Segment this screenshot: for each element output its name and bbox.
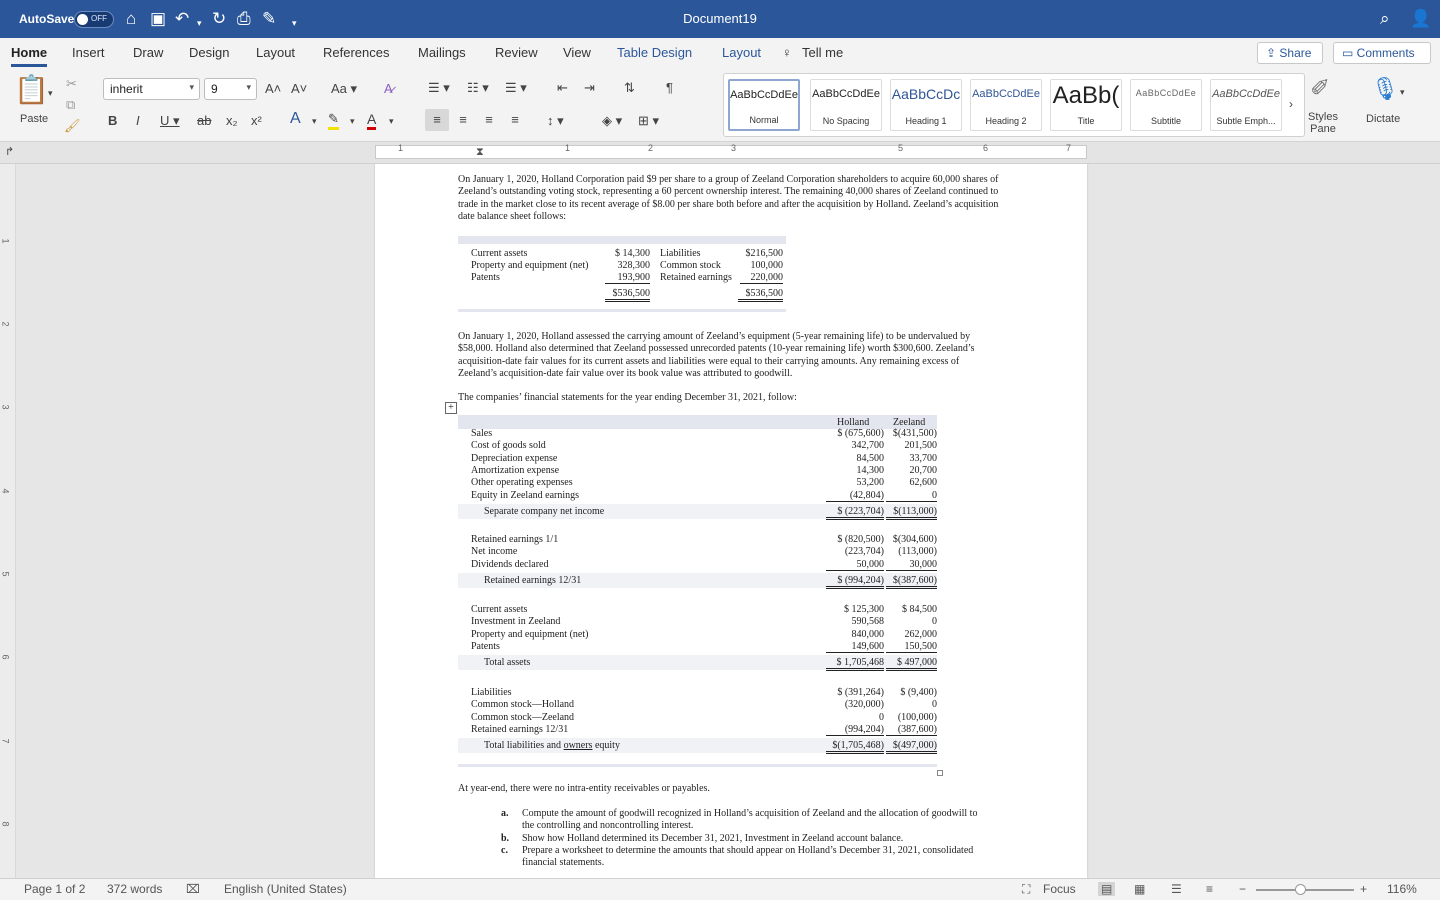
zoom-level[interactable]: 116% (1387, 882, 1417, 896)
row-label: Retained earnings 12/31 (471, 723, 569, 735)
tab-home[interactable]: Home (11, 45, 48, 60)
tab-view[interactable]: View (563, 45, 591, 60)
increase-indent-icon[interactable]: ⇥ (584, 80, 595, 95)
subscript-icon[interactable]: x₂ (226, 113, 238, 128)
ruler-number: 6 (983, 143, 989, 153)
print-layout-icon[interactable]: ▤ (1098, 882, 1115, 896)
ruler-number: 5 (0, 571, 11, 577)
home-icon[interactable]: ⌂ (126, 9, 137, 28)
indent-marker-icon[interactable]: ⧗ (476, 146, 484, 158)
table-cell: Retained earnings (660, 272, 732, 283)
row-value-holland: (320,000) (844, 699, 884, 711)
font-name-value: inherit (110, 82, 143, 96)
ruler-number: 6 (0, 654, 11, 660)
row-value-zeeland: $ (9,400) (900, 687, 937, 698)
row-value-holland: 50,000 (826, 559, 884, 571)
document-page[interactable] (375, 164, 1087, 878)
total-value-zeeland: $(113,000) (886, 506, 937, 520)
ruler-number: 1 (398, 143, 404, 153)
bullets-icon[interactable]: ☰ ▾ (428, 80, 450, 95)
share-button[interactable] (1257, 42, 1323, 64)
gallery-next-icon[interactable]: › (1289, 97, 1293, 111)
style-heading-2[interactable] (970, 79, 1042, 131)
row-label: Sales (471, 428, 493, 439)
row-label: Amortization expense (471, 464, 560, 476)
paragraph-assessment[interactable]: On January 1, 2020, Holland assessed the carrying amount of Zeeland’s equipment (5-year remaining life) to be undervalued by $58,000. Holland also determined that Zeeland possessed unrecorded patents (10-year remaining life) worth $300,600. Zeeland’s acquisition-date fair values for its current assets and liabilities were equal to their carrying amounts. Any remaining excess of Zeeland’s acquisition-date fair value over its book value was attributed to goodwill. (458, 331, 975, 379)
comment-icon: ▭ (1342, 46, 1357, 60)
table-footer-band (458, 309, 786, 312)
total-value-holland: $ (223,704) (826, 506, 884, 520)
table-cell: 193,900 (605, 272, 650, 284)
row-value-zeeland: $(431,500) (892, 428, 937, 439)
sort-icon[interactable]: ⇅ (624, 80, 635, 95)
list-letter: b. (501, 833, 510, 844)
row-value-holland: 149,600 (826, 641, 884, 653)
dictate-label: Dictate (1366, 113, 1401, 125)
edit-icon[interactable]: ✎ (262, 9, 277, 28)
tab-mailings[interactable]: Mailings (418, 45, 466, 60)
style-subtle-emphasis[interactable] (1210, 79, 1282, 131)
tab-insert[interactable]: Insert (72, 45, 105, 60)
row-label: Liabilities (471, 687, 512, 698)
row-value-zeeland: (113,000) (898, 546, 937, 558)
row-value-holland: (994,204) (826, 724, 884, 736)
page-count[interactable]: Page 1 of 2 (24, 882, 86, 896)
style-name: Subtitle (1150, 116, 1182, 126)
dictate-dropdown-icon[interactable]: ▾ (1400, 87, 1405, 97)
table-cell: Patents (471, 272, 500, 283)
paste-dropdown-icon[interactable]: ▾ (48, 88, 53, 98)
row-value-zeeland: 0 (932, 616, 937, 628)
row-value-zeeland: 20,700 (909, 464, 937, 476)
list-text: Show how Holland determined its December 31, 2021, Investment in Zeeland account balance. (522, 833, 904, 844)
row-value-zeeland: 262,000 (904, 628, 937, 640)
list-letter: a. (501, 808, 509, 819)
row-value-holland: 590,568 (851, 616, 884, 628)
align-left-icon[interactable]: ≡ (425, 109, 449, 131)
shrink-font-icon[interactable]: A˅ (291, 81, 308, 96)
redo-icon[interactable]: ↻ (212, 9, 227, 28)
chevron-down-icon: ▾ (246, 82, 251, 92)
undo-icon[interactable]: ↶ (175, 9, 190, 28)
total-value-holland: $ (994,204) (826, 575, 884, 589)
styles-gallery (723, 73, 1305, 137)
row-label: Current assets (471, 604, 528, 615)
table-cell: Liabilities (660, 248, 701, 259)
table-cell: Property and equipment (net) (471, 260, 589, 271)
column-header-zeeland: Zeeland (893, 417, 926, 428)
style-normal[interactable] (728, 79, 800, 131)
strikethrough-icon[interactable]: ab (197, 113, 212, 128)
autosave-label: AutoSave (19, 12, 75, 26)
style-name: Heading 1 (905, 116, 947, 126)
style-name: Subtle Emph... (1216, 116, 1276, 126)
ruler-number: 7 (1066, 143, 1072, 153)
justify-icon[interactable]: ≡ (511, 112, 519, 127)
total-value-zeeland: $(387,600) (886, 575, 937, 589)
paragraph-year-end[interactable]: At year-end, there were no intra-entity receivables or payables. (458, 783, 710, 794)
row-value-zeeland: 33,700 (909, 452, 937, 464)
zoom-out-icon[interactable]: − (1239, 882, 1247, 896)
search-icon[interactable]: ⌕ (1380, 9, 1390, 28)
table-total: $536,500 (738, 288, 783, 302)
row-value-zeeland: 150,500 (886, 641, 937, 653)
share-icon: ⇪ (1266, 46, 1280, 60)
italic-icon[interactable]: I (136, 113, 140, 128)
multilevel-list-icon[interactable]: ☰ ▾ (505, 80, 527, 95)
row-value-zeeland: $(304,600) (892, 534, 937, 545)
row-value-holland: $ (391,264) (837, 687, 884, 698)
horizontal-ruler[interactable] (0, 142, 1440, 164)
tell-me-box[interactable]: Tell me (802, 45, 844, 60)
paragraph-statements-intro[interactable]: The companies’ financial statements for the year ending December 31, 2021, follow: (458, 392, 797, 403)
zoom-in-icon[interactable]: + (1360, 882, 1368, 896)
style-name: Normal (749, 115, 779, 125)
row-value-holland: 342,700 (851, 440, 884, 452)
total-value-holland: $ 1,705,468 (826, 657, 884, 671)
column-header-holland: Holland (837, 417, 870, 428)
tab-draw[interactable]: Draw (133, 45, 164, 60)
chevron-down-icon[interactable]: ▾ (312, 116, 317, 126)
row-value-zeeland: 30,000 (886, 559, 937, 571)
styles-pane-icon[interactable]: ✐ (1310, 75, 1331, 102)
focus-label[interactable]: Focus (1043, 882, 1076, 896)
document-canvas[interactable] (16, 164, 1440, 878)
chevron-down-icon: ▾ (189, 82, 194, 92)
style-sample: AaBbCcDdEe (972, 88, 1040, 100)
tab-table-layout[interactable]: Layout (722, 45, 762, 60)
font-color-icon[interactable]: A (367, 111, 376, 130)
ruler-number: 2 (0, 321, 11, 327)
total-label: Total liabilities and owners equity (484, 740, 620, 752)
account-icon[interactable]: 👤 (1410, 9, 1432, 28)
focus-icon[interactable]: ⛶ (1022, 882, 1031, 896)
status-bar (0, 878, 1440, 900)
cut-icon[interactable]: ✂ (66, 76, 77, 91)
font-name-combo[interactable] (103, 78, 200, 100)
numbering-icon[interactable]: ☷ ▾ (467, 80, 489, 95)
table-cell: 328,300 (617, 260, 650, 271)
list-text: Prepare a worksheet to determine the amounts that should appear on Holland’s December 31, 2021, consolidated financial statements. (522, 845, 974, 869)
comments-button[interactable] (1333, 42, 1431, 64)
ruler-number: 4 (0, 488, 11, 494)
proofing-icon[interactable]: ⌧ (186, 882, 200, 896)
web-layout-icon[interactable]: ▦ (1134, 882, 1146, 896)
style-name: Heading 2 (985, 116, 1027, 126)
row-value-holland: 0 (879, 711, 884, 723)
total-value-zeeland: $ 497,000 (886, 657, 937, 671)
autosave-toggle[interactable] (74, 11, 114, 28)
title-bar (0, 0, 1440, 38)
ruler-number: 7 (0, 738, 11, 744)
table-cell: $ 14,300 (615, 248, 650, 259)
row-label: Dividends declared (471, 558, 549, 570)
table-move-handle-icon[interactable]: + (445, 402, 457, 414)
font-size-combo[interactable] (204, 78, 257, 100)
row-label: Depreciation expense (471, 452, 558, 464)
tab-references[interactable]: References (323, 45, 390, 60)
styles-pane-label[interactable]: Styles Pane (1308, 111, 1338, 135)
total-label: Retained earnings 12/31 (484, 574, 582, 586)
row-value-holland: 84,500 (856, 452, 884, 464)
row-value-zeeland: 201,500 (904, 440, 937, 452)
row-value-zeeland: (387,600) (886, 724, 937, 736)
table-header-band (458, 236, 786, 244)
zoom-slider-knob[interactable] (1295, 884, 1306, 895)
style-name: Title (1077, 116, 1095, 126)
shading-icon[interactable]: ◈ ▾ (602, 113, 623, 128)
style-sample: AaBbCcDc (891, 86, 961, 102)
microphone-icon[interactable]: 🎙 (1371, 76, 1399, 101)
style-no-spacing[interactable] (810, 79, 882, 131)
ribbon-home (0, 68, 1440, 142)
tab-selector-icon[interactable]: ↱ (5, 146, 15, 158)
style-sample: AaBbCcDdEe (1135, 88, 1197, 98)
tab-design[interactable]: Design (189, 45, 230, 60)
total-label: Separate company net income (484, 505, 605, 517)
style-name: No Spacing (822, 116, 870, 126)
word-count[interactable]: 372 words (107, 882, 163, 896)
text-effects-icon[interactable]: A (290, 110, 301, 127)
row-value-holland: 14,300 (856, 464, 884, 476)
table-footer-band (458, 764, 937, 767)
line-spacing-icon[interactable]: ↕ ▾ (547, 113, 564, 128)
row-label: Investment in Zeeland (471, 616, 561, 628)
row-value-zeeland: 0 (886, 490, 937, 502)
copy-icon[interactable]: ⧉ (66, 97, 76, 112)
total-value-zeeland: $(497,000) (886, 740, 937, 754)
row-value-zeeland: (100,000) (897, 711, 937, 723)
row-value-holland: 840,000 (851, 628, 884, 640)
ribbon-tabs (0, 38, 1440, 68)
list-item[interactable] (501, 808, 982, 833)
align-center-icon[interactable]: ≡ (459, 112, 467, 127)
highlight-icon[interactable]: ✎ (328, 111, 339, 130)
row-value-zeeland: $ 84,500 (902, 604, 937, 615)
borders-icon[interactable]: ⊞ ▾ (638, 113, 660, 128)
row-label: Equity in Zeeland earnings (471, 489, 580, 501)
style-subtitle[interactable] (1130, 79, 1202, 131)
list-item[interactable] (501, 845, 982, 870)
row-label: Net income (471, 546, 518, 558)
customize-toolbar-icon[interactable]: ▾ (292, 18, 297, 28)
row-label: Patents (471, 640, 500, 652)
grow-font-icon[interactable]: A˄ (265, 81, 282, 96)
row-value-holland: 53,200 (856, 477, 884, 489)
format-painter-icon[interactable]: 🖌 (64, 118, 81, 133)
underline-icon[interactable]: U ▾ (160, 113, 180, 128)
undo-dropdown-icon[interactable]: ▾ (197, 18, 202, 28)
table-cell: Current assets (471, 248, 528, 259)
spelling-flag[interactable]: owners (563, 740, 593, 752)
paragraph-intro[interactable]: On January 1, 2020, Holland Corporation paid $9 per share to a group of Zeeland Corporation shareholders to acquire 60,000 shares of Zeeland’s outstanding voting stock, representing a 60 percent ownership interest. The remaining 40,000 shares of Zeeland continued to trade in the market close to its recent average of $8.00 per share both before and after the acquisition by Holland. Zeeland’s acquisition date balance sheet follows: (458, 174, 999, 222)
row-label: Other operating expenses (471, 477, 573, 489)
style-sample: AaBb( (1052, 82, 1120, 109)
ruler-number: 5 (898, 143, 904, 153)
draft-icon[interactable]: ≡ (1206, 882, 1214, 896)
clear-formatting-icon[interactable]: A̷ (384, 81, 393, 96)
chevron-down-icon[interactable]: ▾ (350, 116, 355, 126)
ruler-number: 3 (731, 143, 737, 153)
vertical-ruler (0, 164, 16, 878)
row-label: Cost of goods sold (471, 440, 546, 452)
table-resize-handle-icon[interactable] (937, 770, 943, 776)
total-label: Total assets (484, 657, 531, 669)
tab-table-design[interactable]: Table Design (617, 45, 693, 60)
decrease-indent-icon[interactable]: ⇤ (557, 80, 568, 95)
style-sample: AaBbCcDdEe (1212, 88, 1280, 100)
table-cell: 220,000 (740, 272, 783, 284)
total-value-holland: $(1,705,468) (826, 740, 884, 754)
style-sample: AaBbCcDdEe (812, 88, 880, 100)
list-item[interactable] (501, 833, 982, 845)
row-value-holland: $ 125,300 (844, 604, 884, 615)
row-label: Common stock—Zeeland (471, 711, 575, 723)
tab-review[interactable]: Review (495, 45, 538, 60)
paste-icon[interactable]: 📋 (14, 74, 49, 105)
document-title: Document19 (683, 11, 757, 26)
row-label: Common stock—Holland (471, 699, 575, 711)
bold-icon[interactable]: B (108, 113, 118, 128)
table-cell: $216,500 (745, 248, 783, 259)
autosave-toggle-state: OFF (91, 14, 107, 23)
save-icon[interactable]: ▣ (150, 9, 167, 28)
chevron-down-icon[interactable]: ▾ (389, 116, 394, 126)
table-total: $536,500 (605, 288, 650, 302)
table-cell: 100,000 (750, 260, 783, 271)
zoom-slider[interactable] (1256, 889, 1354, 891)
row-label: Property and equipment (net) (471, 628, 589, 640)
list-letter: c. (501, 845, 508, 856)
ruler-number: 2 (648, 143, 654, 153)
row-value-zeeland: 62,600 (909, 477, 937, 489)
outline-icon[interactable]: ☰ (1171, 882, 1182, 896)
ruler-number: 1 (0, 238, 11, 244)
row-value-holland: $ (675,600) (837, 428, 884, 439)
superscript-icon[interactable]: x² (251, 113, 262, 128)
style-title[interactable] (1050, 79, 1122, 131)
paragraph-marks-icon[interactable]: ¶ (666, 80, 673, 95)
align-right-icon[interactable]: ≡ (485, 112, 493, 127)
table-cell: Common stock (660, 260, 721, 271)
comments-label: Comments (1356, 46, 1415, 60)
change-case-icon[interactable]: Aa ▾ (331, 81, 358, 96)
row-value-holland: $ (820,500) (837, 534, 884, 545)
style-sample: AaBbCcDdEe (730, 89, 798, 101)
ruler-number: 3 (0, 404, 11, 410)
tab-layout[interactable]: Layout (256, 45, 296, 60)
row-value-holland: (42,804) (826, 490, 884, 502)
ruler-number: 1 (565, 143, 571, 153)
lightbulb-icon: ♀ (782, 45, 792, 60)
share-label: Share (1279, 46, 1312, 60)
paste-label: Paste (20, 113, 49, 125)
row-value-zeeland: 0 (932, 699, 937, 711)
font-size-value: 9 (211, 82, 218, 96)
row-label: Retained earnings 1/1 (471, 534, 559, 545)
style-heading-1[interactable] (890, 79, 962, 131)
language[interactable]: English (United States) (224, 882, 347, 896)
print-icon[interactable]: ⎙ (237, 9, 251, 28)
list-text: Compute the amount of goodwill recognized in Holland’s acquisition of Zeeland and the allocation of goodwill to the controlling and noncontrolling interest. (522, 808, 978, 832)
ruler-number: 8 (0, 821, 11, 827)
row-value-holland: (223,704) (844, 546, 884, 558)
